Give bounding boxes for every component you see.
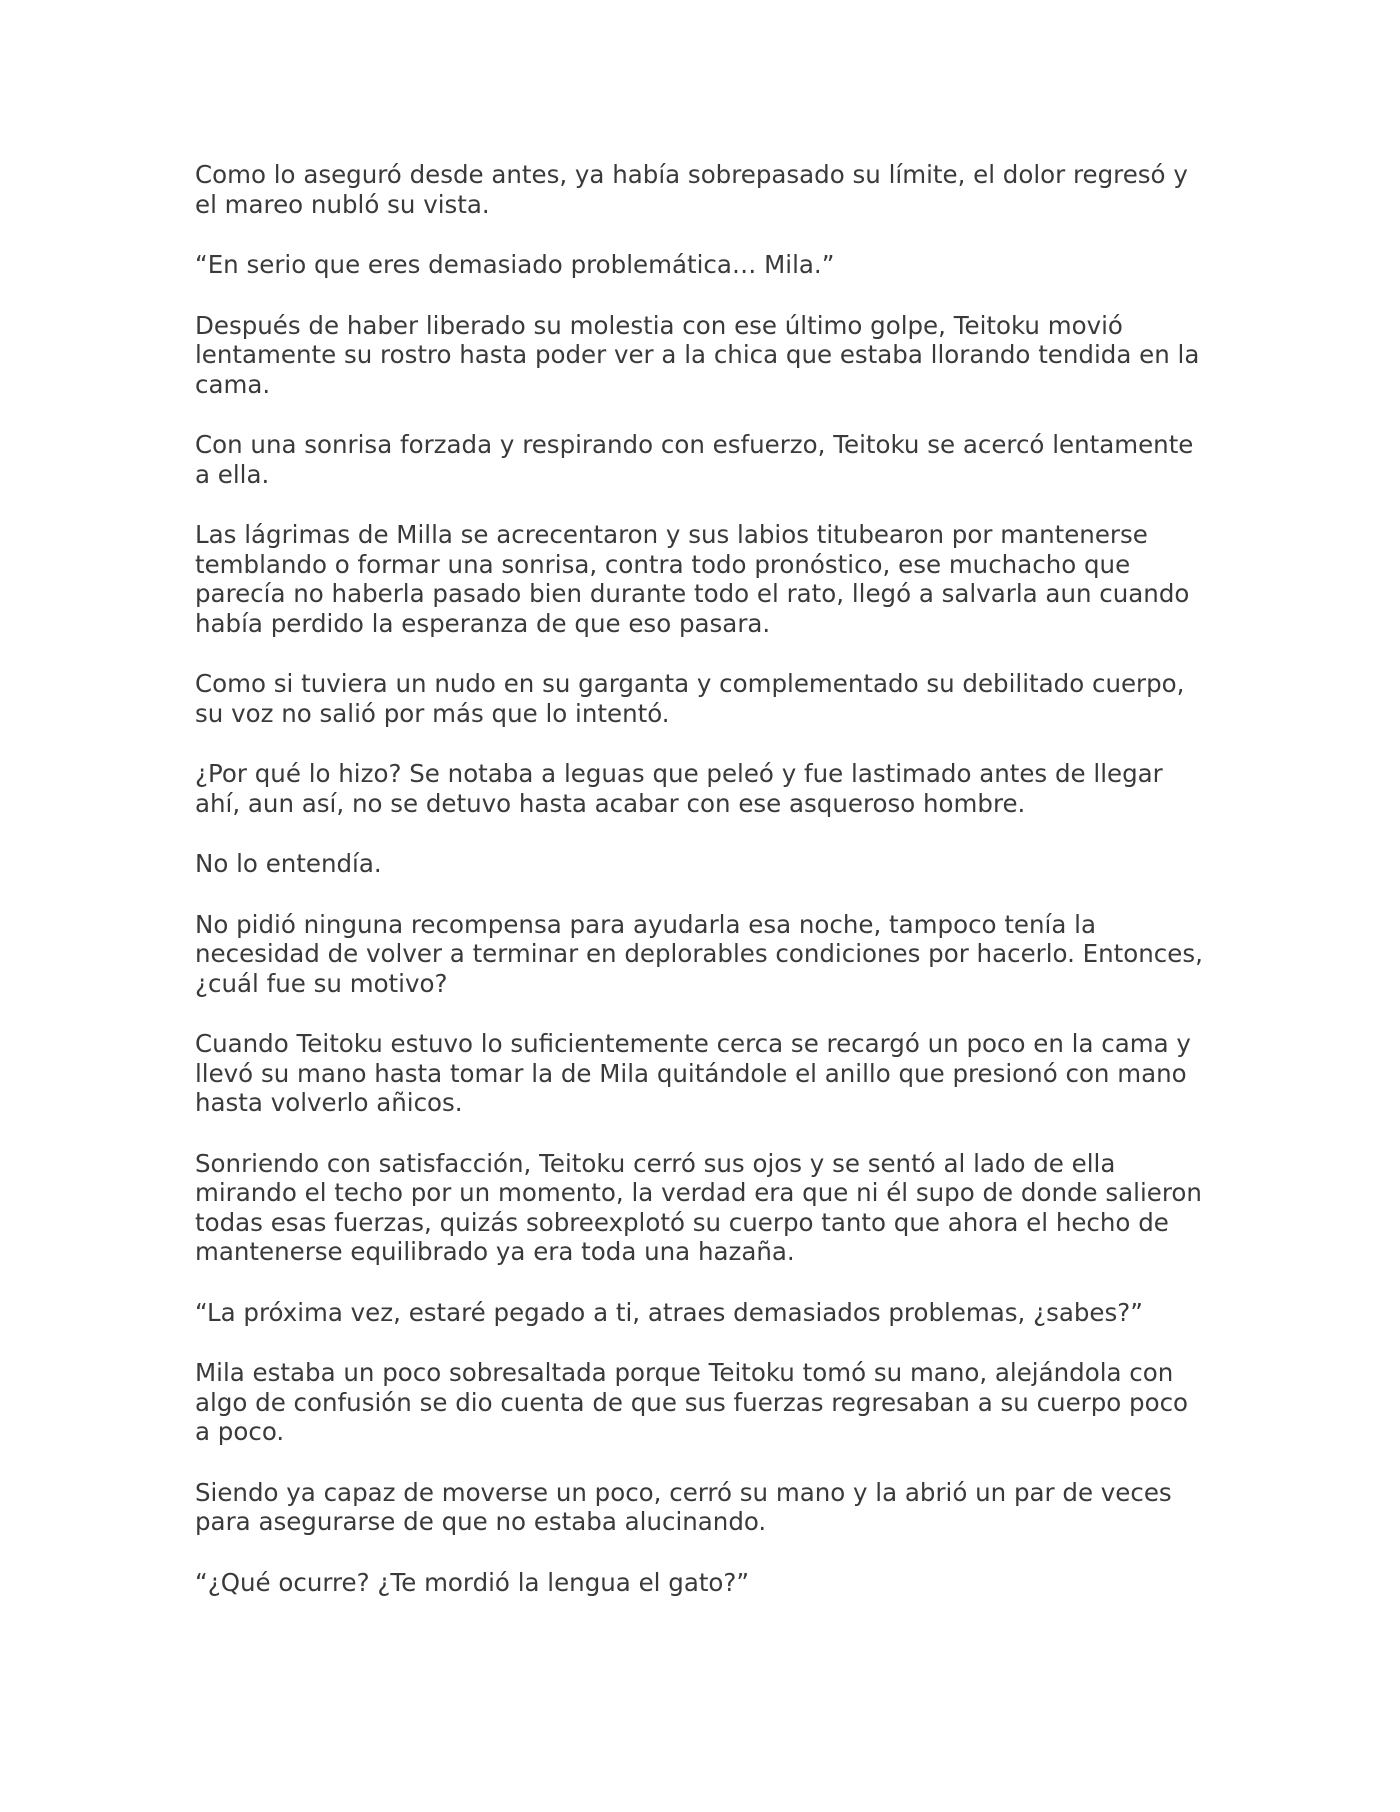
paragraph-5: Las lágrimas de Milla se acrecentaron y sus labios titubearon por mantenerse temblando o formar una sonrisa, contra todo pronóstico, ese muchacho que parecía no haberla pasado bien durante todo el rato, llegó a salvarla aun cuando había perdido la esperanza de que eso pasara. bbox=[195, 520, 1190, 638]
paragraph-11: Sonriendo con satisfacción, Teitoku cerró sus ojos y se sentó al lado de ella mirando el techo por un momento, la verdad era que ni él supo de donde salieron todas esas fuerzas, quizás sobreexplotó su cuerpo tanto que ahora el hecho de mantenerse equilibrado ya era toda una hazaña. bbox=[195, 1148, 1202, 1266]
paragraph-12: “La próxima vez, estaré pegado a ti, atraes demasiados problemas, ¿sabes?” bbox=[195, 1297, 1143, 1327]
paragraph-14: Siendo ya capaz de moverse un poco, cerró su mano y la abrió un par de veces para asegurarse de que no estaba alucinando. bbox=[195, 1477, 1172, 1536]
paragraph-10: Cuando Teitoku estuvo lo suficientemente cerca se recargó un poco en la cama y llevó su mano hasta tomar la de Mila quitándole el anillo que presionó con mano hasta volverlo añicos. bbox=[195, 1029, 1191, 1117]
paragraph-2: “En serio que eres demasiado problemática… Mila.” bbox=[195, 250, 835, 279]
paragraph-6: Como si tuviera un nudo en su garganta y complementado su debilitado cuerpo, su voz no salió por más que lo intentó. bbox=[195, 669, 1185, 728]
paragraph-13: Mila estaba un poco sobresaltada porque Teitoku tomó su mano, alejándola con algo de confusión se dio cuenta de que sus fuerzas regresaban a su cuerpo poco a poco. bbox=[195, 1358, 1189, 1446]
paragraph-4: Con una sonrisa forzada y respirando con esfuerzo, Teitoku se acercó lentamente a ella. bbox=[195, 430, 1194, 489]
paragraph-9: No pidió ninguna recompensa para ayudarla esa noche, tampoco tenía la necesidad de volver a terminar en deplorables condiciones por hacerlo. Entonces, ¿cuál fue su motivo? bbox=[195, 909, 1203, 998]
paragraph-3: Después de haber liberado su molestia con ese último golpe, Teitoku movió lentamente su rostro hasta poder ver a la chica que estaba llorando tendida en la cama. bbox=[195, 310, 1200, 399]
paragraph-15: “¿Qué ocurre? ¿Te mordió la lengua el gato?” bbox=[195, 1567, 750, 1597]
paragraph-1: Como lo aseguró desde antes, ya había sobrepasado su límite, el dolor regresó y el mareo nubló su vista. bbox=[195, 160, 1188, 219]
document-body bbox=[195, 160, 1210, 1597]
paragraph-8: No lo entendía. bbox=[195, 849, 382, 878]
paragraph-7: ¿Por qué lo hizo? Se notaba a leguas que peleó y fue lastimado antes de llegar ahí, aun así, no se detuvo hasta acabar con ese asqueroso hombre. bbox=[195, 759, 1163, 818]
